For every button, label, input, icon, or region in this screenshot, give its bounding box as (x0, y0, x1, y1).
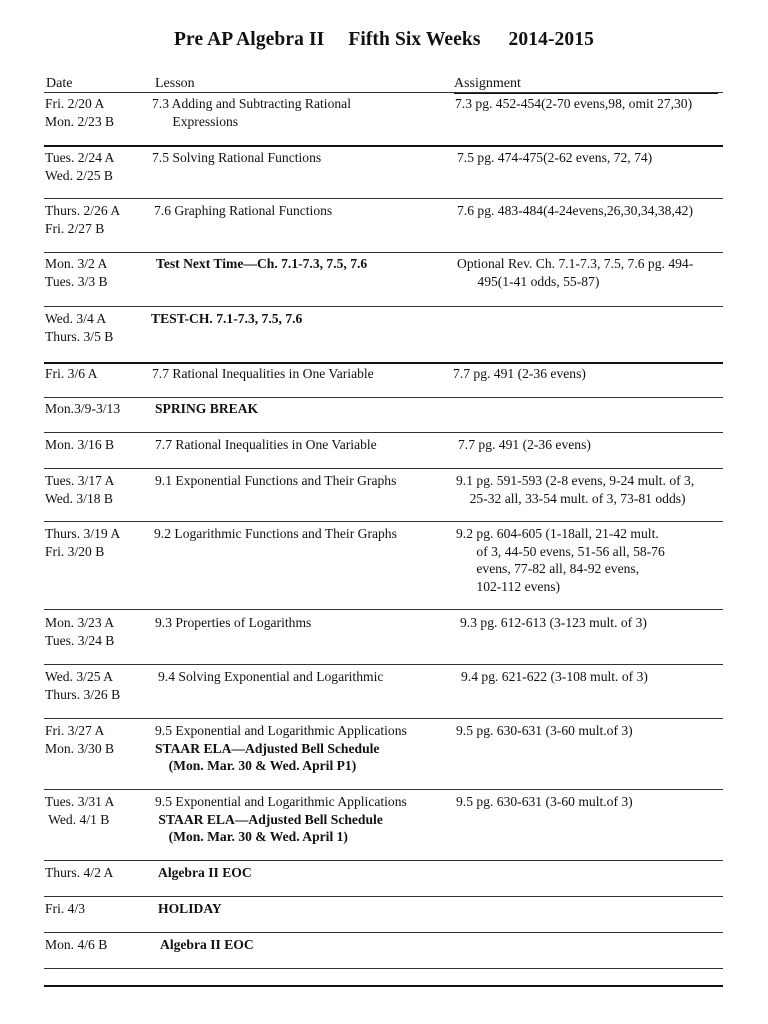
lesson-cell: STAAR ELA—Adjusted Bell Schedule (155, 740, 380, 756)
assignment-cell: 9.5 pg. 630-631 (3-60 mult.of 3) (456, 794, 633, 809)
date-cell: Fri. 2/20 A (45, 96, 105, 111)
lesson-cell: 9.5 Exponential and Logarithmic Applications (155, 723, 407, 738)
lesson-cell: SPRING BREAK (155, 401, 259, 416)
assignment-cell: of 3, 44-50 evens, 51-56 all, 58-76 (456, 543, 665, 559)
date-cell: Mon. 3/30 B (45, 740, 115, 756)
lesson-cell: (Mon. Mar. 30 & Wed. April P1) (155, 758, 357, 773)
row-divider (44, 789, 723, 790)
lesson-cell: 7.5 Solving Rational Functions (152, 150, 322, 165)
date-column-header: Date (46, 76, 73, 91)
date-cell: Thurs. 2/26 A (45, 203, 121, 218)
row-divider (44, 468, 723, 469)
lesson-column-header: Lesson (155, 76, 195, 91)
date-cell: Fri. 4/3 (45, 901, 86, 916)
lesson-cell: 9.2 Logarithmic Functions and Their Graphs (154, 526, 397, 541)
assignment-cell: 9.2 pg. 604-605 (1-18all, 21-42 mult. (456, 526, 659, 541)
lesson-cell: Algebra II EOC (160, 937, 254, 952)
row-divider (44, 198, 723, 199)
row-divider (44, 252, 723, 253)
date-cell: Thurs. 3/26 B (45, 686, 121, 702)
date-cell: Thurs. 3/5 B (45, 328, 114, 344)
row-divider (44, 432, 723, 433)
assignment-cell: 9.4 pg. 621-622 (3-108 mult. of 3) (461, 669, 648, 684)
lesson-cell: STAAR ELA—Adjusted Bell Schedule (155, 811, 383, 827)
row-divider (44, 362, 723, 364)
date-cell: Wed. 3/25 A (45, 669, 114, 684)
date-cell: Mon.3/9-3/13 (45, 401, 121, 416)
date-cell: Fri. 3/27 A (45, 723, 105, 738)
assignment-cell: 7.5 pg. 474-475(2-62 evens, 72, 74) (457, 150, 653, 165)
lesson-cell: 7.3 Adding and Subtracting Rational (152, 96, 351, 111)
date-cell: Fri. 3/6 A (45, 366, 98, 381)
date-cell: Mon. 3/2 A (45, 256, 108, 271)
year-title: 2014-2015 (508, 29, 594, 50)
period-title: Fifth Six Weeks (348, 29, 481, 50)
date-cell: Thurs. 3/19 A (45, 526, 121, 541)
assignment-cell: 7.7 pg. 491 (2-36 evens) (453, 366, 586, 381)
lesson-cell: 7.6 Graphing Rational Functions (154, 203, 333, 218)
lesson-cell: Algebra II EOC (158, 865, 252, 880)
lesson-cell: 9.1 Exponential Functions and Their Graphs (155, 473, 397, 488)
assignment-cell: 7.6 pg. 483-484(4-24evens,26,30,34,38,42) (457, 203, 693, 218)
row-divider (44, 664, 723, 665)
assignment-column-header: Assignment (454, 76, 521, 91)
date-cell: Mon. 4/6 B (45, 937, 108, 952)
row-divider (44, 718, 723, 719)
assignment-cell: 9.3 pg. 612-613 (3-123 mult. of 3) (460, 615, 647, 630)
assignment-cell: evens, 77-82 all, 84-92 evens, (456, 561, 640, 576)
row-divider (44, 145, 723, 147)
lesson-cell: (Mon. Mar. 30 & Wed. April 1) (155, 829, 348, 844)
assignment-cell: Optional Rev. Ch. 7.1-7.3, 7.5, 7.6 pg. 494- (457, 256, 694, 271)
bottom-border (44, 985, 723, 987)
date-cell: Thurs. 4/2 A (45, 865, 114, 880)
lesson-cell: Test Next Time—Ch. 7.1-7.3, 7.5, 7.6 (156, 256, 368, 271)
date-cell: Wed. 3/4 A (45, 311, 107, 326)
date-cell: Mon. 2/23 B (45, 113, 115, 129)
row-divider (44, 860, 723, 861)
date-cell: Tues. 3/17 A (45, 473, 115, 488)
row-divider (44, 521, 723, 522)
lesson-cell: 9.3 Properties of Logarithms (155, 615, 312, 630)
lesson-cell: 7.7 Rational Inequalities in One Variable (155, 437, 377, 452)
assignment-cell: 25-32 all, 33-54 mult. of 3, 73-81 odds) (456, 490, 686, 506)
date-cell: Tues. 3/24 B (45, 632, 115, 648)
lesson-cell: TEST-CH. 7.1-7.3, 7.5, 7.6 (151, 311, 303, 326)
assignment-cell: 9.5 pg. 630-631 (3-60 mult.of 3) (456, 723, 633, 738)
row-divider (44, 932, 723, 933)
row-divider (44, 306, 723, 307)
assignment-cell: 7.7 pg. 491 (2-36 evens) (458, 437, 591, 452)
date-cell: Tues. 3/31 A (45, 794, 115, 809)
date-cell: Mon. 3/16 B (45, 437, 115, 452)
row-divider (44, 92, 723, 93)
lesson-cell: HOLIDAY (158, 901, 222, 916)
row-divider (44, 397, 723, 398)
lesson-cell: Expressions (152, 113, 239, 129)
date-cell: Mon. 3/23 A (45, 615, 115, 630)
date-cell: Wed. 3/18 B (45, 490, 114, 506)
lesson-cell: 9.4 Solving Exponential and Logarithmic (158, 669, 384, 684)
assignment-cell: 102-112 evens) (456, 578, 561, 594)
assignment-cell: 7.3 pg. 452-454(2-70 evens,98, omit 27,30) (455, 96, 693, 111)
lesson-cell: 7.7 Rational Inequalities in One Variable (152, 366, 374, 381)
assignment-header-underline (454, 93, 718, 94)
date-cell: Wed. 4/1 B (45, 811, 110, 827)
row-divider (44, 896, 723, 897)
assignment-cell: 9.1 pg. 591-593 (2-8 evens, 9-24 mult. of 3, (456, 473, 695, 488)
date-cell: Tues. 3/3 B (45, 273, 108, 289)
date-cell: Fri. 3/20 B (45, 543, 105, 559)
row-divider (44, 609, 723, 610)
date-cell: Tues. 2/24 A (45, 150, 115, 165)
assignment-cell: 495(1-41 odds, 55-87) (457, 273, 600, 289)
row-divider (44, 968, 723, 969)
lesson-cell: 9.5 Exponential and Logarithmic Applications (155, 794, 407, 809)
page-title (0, 29, 768, 51)
date-cell: Wed. 2/25 B (45, 167, 114, 183)
course-title: Pre AP Algebra II (174, 29, 325, 50)
date-cell: Fri. 2/27 B (45, 220, 105, 236)
